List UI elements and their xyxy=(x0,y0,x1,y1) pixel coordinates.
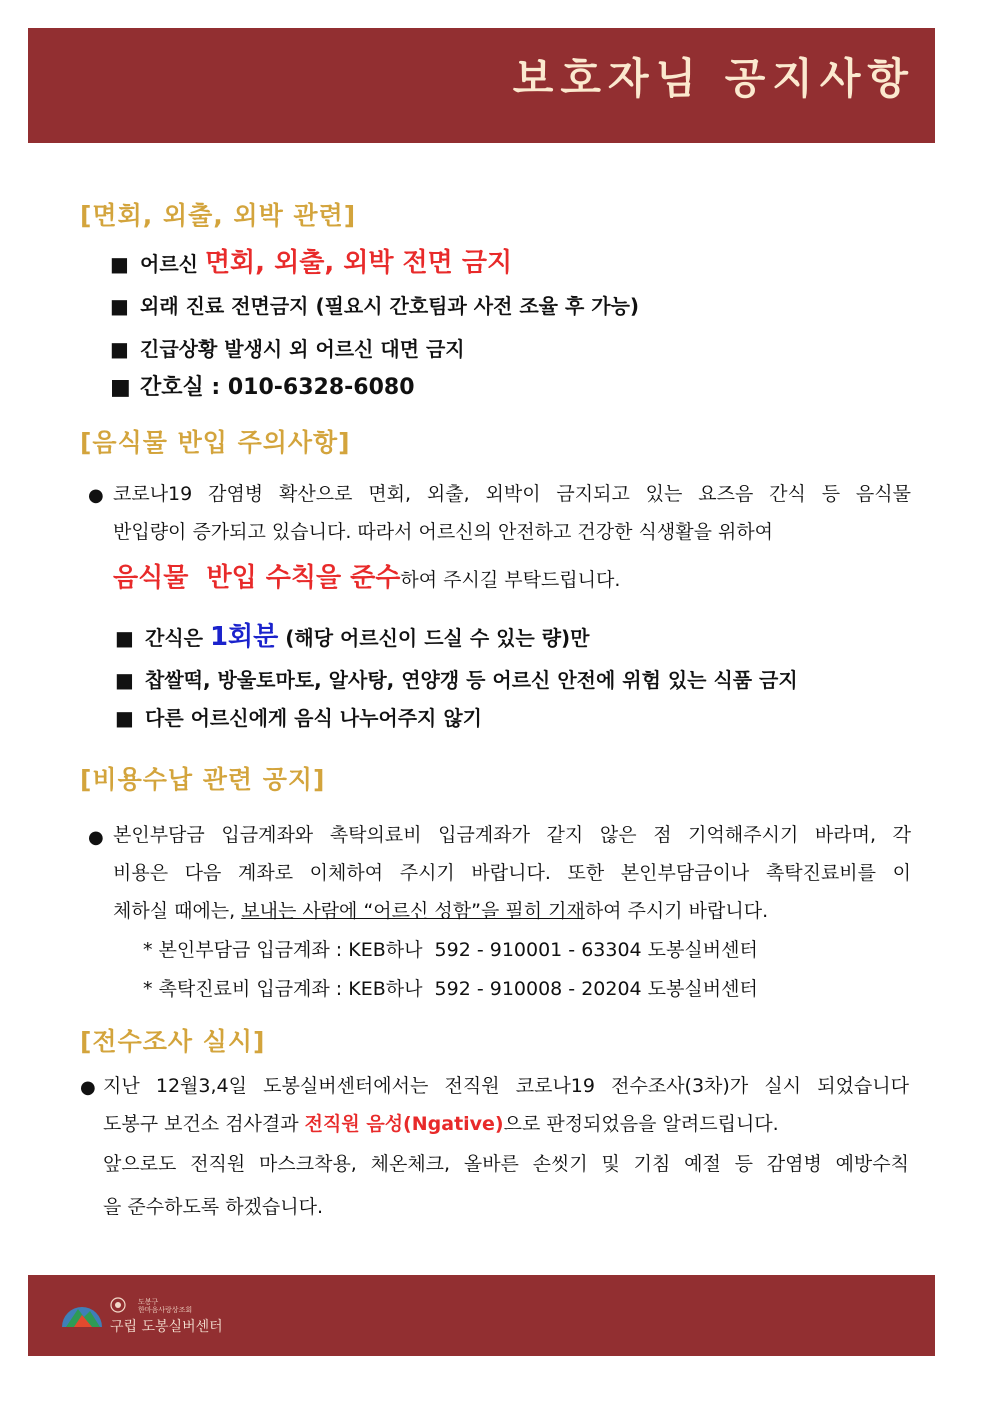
notice-item: ■ 어르신 면회, 외출, 외박 전면 금지 xyxy=(110,248,513,278)
section-title-food: [음식물 반입 주의사항] xyxy=(80,428,351,457)
paragraph-line: 앞으로도 전직원 마스크착용, 체온체크, 올바른 손씻기 및 기침 예절 등 감염병 예방수칙 xyxy=(103,1153,909,1175)
organization-name: 구립 도봉실버센터 xyxy=(110,1319,223,1335)
food-rule-item: ■ 간식은 1회분 (해당 어르신이 드실 수 있는 량)만 xyxy=(115,622,590,652)
paragraph-line: 을 준수하도록 하겠습니다. xyxy=(103,1196,324,1218)
bullet-dot-icon: ● xyxy=(88,827,104,848)
section-title-survey: [전수조사 실시] xyxy=(80,1027,266,1056)
square-bullet-icon: ■ xyxy=(110,294,129,318)
square-bullet-icon: ■ xyxy=(110,375,131,400)
mountain-logo-icon xyxy=(60,1295,104,1331)
underlined-text: 보내는 사람에 “어르신 성함”을 필히 기재 xyxy=(241,900,585,922)
bullet-dot-icon: ● xyxy=(88,485,104,506)
notice-item: ■ 외래 진료 전면금지 (필요시 간호팀과 사전 조율 후 가능) xyxy=(110,294,640,318)
paragraph-line: 음식물 반입 수칙을 준수하여 주시길 부탁드립니다. xyxy=(113,563,621,593)
paragraph-line: 코로나19 감염병 확산으로 면회, 외출, 외박이 금지되고 있는 요즈음 간식 등 음식물 xyxy=(113,483,911,505)
paragraph-line: 지난 12월3,4일 도봉실버센터에서는 전직원 코로나19 전수조사(3차)가 실시 되었습니다 xyxy=(103,1075,909,1097)
paragraph-line: 반입량이 증가되고 있습니다. 따라서 어르신의 안전하고 건강한 식생활을 위하여 xyxy=(113,521,774,543)
account-line: * 촉탁진료비 입금계좌 : KEB하나 592 - 910008 - 20204 도봉실버센터 xyxy=(143,978,758,1000)
paragraph-line: 비용은 다음 계좌로 이체하여 주시기 바랍니다. 또한 본인부담금이나 촉탁진료비를 이 xyxy=(113,862,911,884)
page-title: 보호자님 공지사항 xyxy=(512,54,915,103)
notice-item: ■ 긴급상황 발생시 외 어르신 대면 금지 xyxy=(110,337,465,361)
paragraph-line: 본인부담금 입금계좌와 촉탁의료비 입금계좌가 같지 않은 점 기억해주시기 바라며, 각 xyxy=(113,824,911,846)
bullet-dot-icon: ● xyxy=(80,1077,96,1098)
square-bullet-icon: ■ xyxy=(115,668,134,692)
paragraph-line: 도봉구 보건소 검사결과 전직원 음성(Ngative)으로 판정되었음을 알려드립니다. xyxy=(103,1113,779,1135)
notice-item-phone: ■ 간호실 : 010-6328-6080 xyxy=(110,375,415,400)
highlight-text: 음식물 반입 수칙을 준수 xyxy=(113,563,401,593)
highlight-text: 전직원 음성(Ngative) xyxy=(304,1113,504,1135)
highlight-text: 면회, 외출, 외박 전면 금지 xyxy=(204,248,513,278)
square-bullet-icon: ■ xyxy=(110,337,129,361)
paragraph-line: 체하실 때에는, 보내는 사람에 “어르신 성함”을 필히 기재하여 주시기 바랍니다. xyxy=(113,900,769,922)
section-title-payment: [비용수납 관련 공지] xyxy=(80,765,326,794)
square-bullet-icon: ■ xyxy=(110,252,129,276)
footer-banner xyxy=(28,1275,935,1356)
food-rule-item: ■ 다른 어르신에게 음식 나누어주지 않기 xyxy=(115,706,482,730)
header-banner xyxy=(28,28,935,143)
logo-caption: 도봉구 한마음사랑상조회 xyxy=(138,1298,193,1314)
highlight-text: 1회분 xyxy=(209,622,279,652)
square-bullet-icon: ■ xyxy=(115,706,134,730)
section-title-visits: [면회, 외출, 외박 관련] xyxy=(80,201,357,230)
square-bullet-icon: ■ xyxy=(115,626,134,650)
account-line: * 본인부담금 입금계좌 : KEB하나 592 - 910001 - 63304 도봉실버센터 xyxy=(143,939,758,961)
food-rule-item: ■ 찹쌀떡, 방울토마토, 알사탕, 연양갱 등 어르신 안전에 위험 있는 식품 금지 xyxy=(115,668,798,692)
emblem-icon xyxy=(110,1297,126,1313)
